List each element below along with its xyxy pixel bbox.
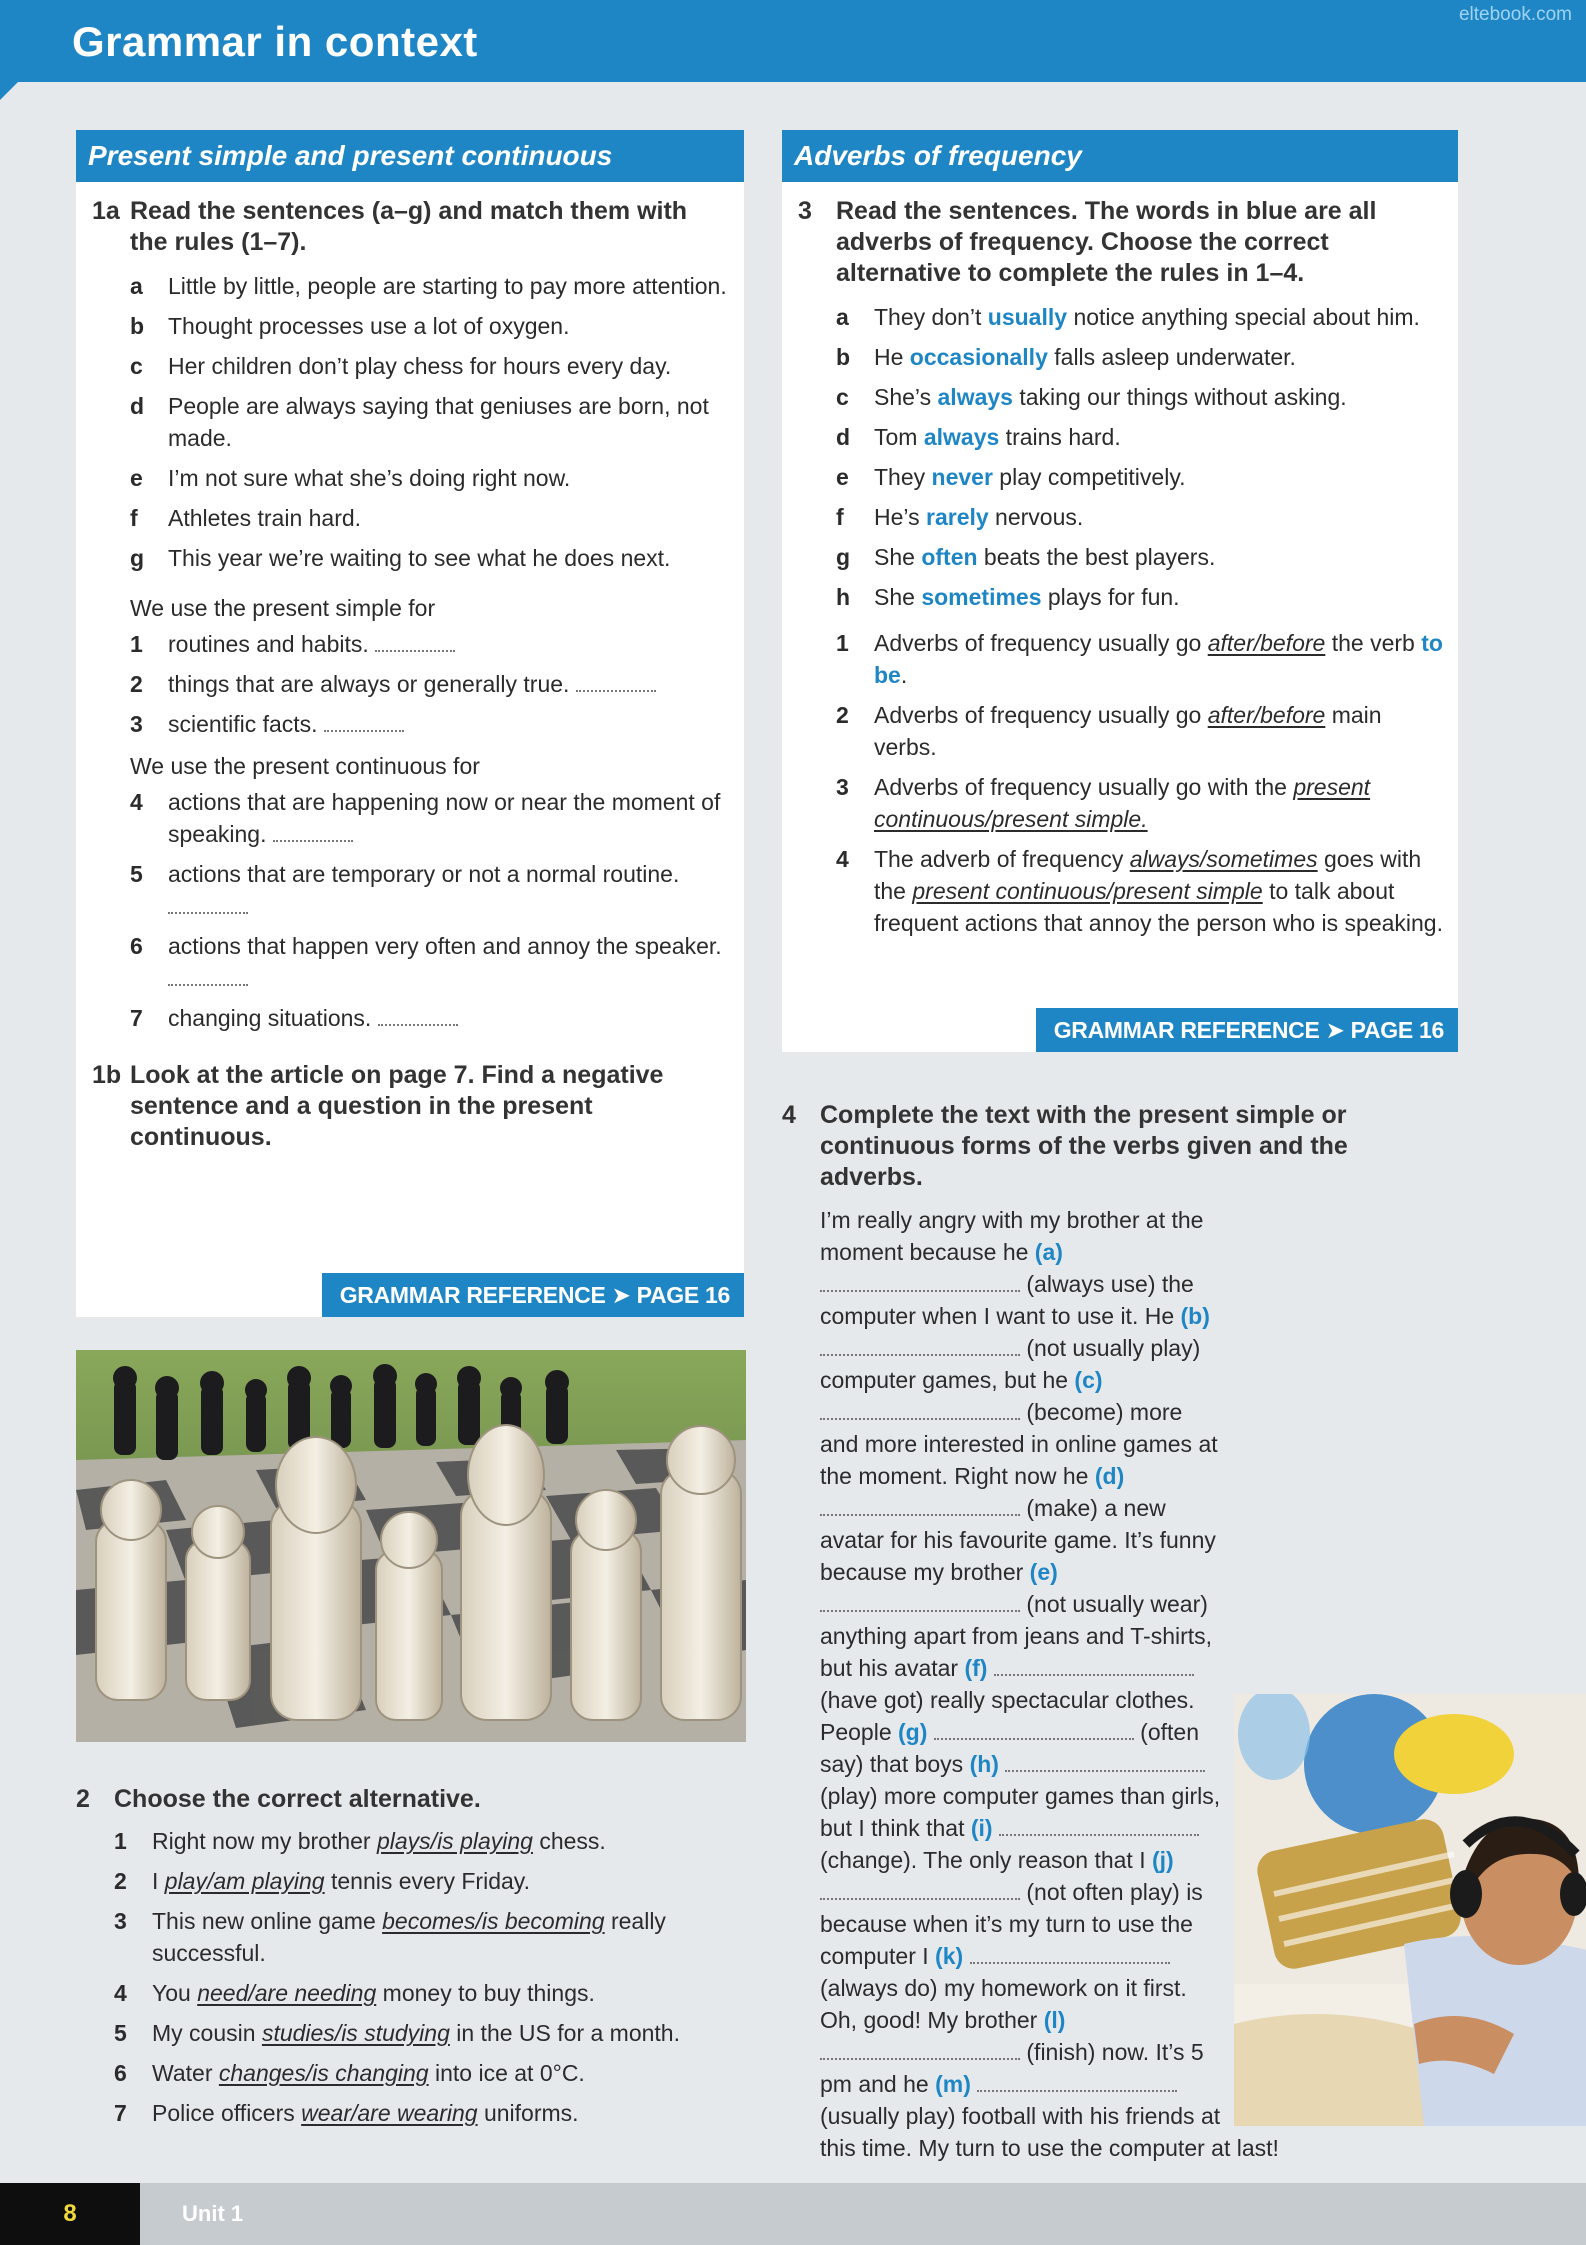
item-letter: g bbox=[130, 545, 145, 571]
rule-text: actions that are temporary or not a normal routine. bbox=[168, 861, 680, 887]
alternative-choice[interactable]: plays/is playing bbox=[376, 1828, 533, 1854]
q4-number: 4 bbox=[782, 1101, 796, 1129]
verb-hint: (change). The only reason that I bbox=[820, 1847, 1152, 1873]
q1b-title: Look at the article on page 7. Find a negative sentence and a question in the present continuous. bbox=[130, 1061, 664, 1151]
gap-blank[interactable] bbox=[977, 2076, 1177, 2092]
q4-block bbox=[782, 1100, 1462, 1193]
item-post: into ice at 0°C. bbox=[428, 2060, 585, 2086]
q4-title: Complete the text with the present simple or continuous forms of the verbs given and the adverbs. bbox=[820, 1101, 1348, 1191]
adverb: rarely bbox=[926, 504, 989, 530]
item-letter: a bbox=[836, 304, 849, 330]
adverb: occasionally bbox=[909, 344, 1048, 370]
rule-text: scientific facts. bbox=[168, 711, 318, 737]
verb-hint: (not usually play) computer games, but he bbox=[820, 1335, 1201, 1393]
alternative-choice[interactable]: studies/is studying bbox=[261, 2020, 450, 2046]
item-post: really successful. bbox=[152, 1908, 666, 1966]
rule-pre: Adverbs of frequency usually go with the bbox=[874, 774, 1294, 800]
item-pre: Right now my brother bbox=[152, 1828, 377, 1854]
alternative-choice[interactable]: becomes/is becoming bbox=[382, 1908, 605, 1934]
verb-hint: (always do) my homework on it first. Oh, good! My brother bbox=[820, 1975, 1187, 2033]
item-letter: b bbox=[130, 313, 145, 339]
rule-number: 2 bbox=[130, 671, 143, 697]
item-post: taking our things without asking. bbox=[1012, 384, 1347, 410]
item-letter: e bbox=[130, 465, 143, 491]
item-post: money to buy things. bbox=[376, 1980, 595, 2006]
answer-blank[interactable] bbox=[168, 898, 248, 914]
q1a-sentences bbox=[92, 270, 730, 1034]
present-continuous-intro: We use the present continuous for bbox=[130, 753, 480, 779]
list-item bbox=[130, 270, 730, 302]
list-item bbox=[114, 2057, 756, 2089]
rule-item bbox=[130, 786, 730, 850]
gap-blank[interactable] bbox=[999, 1820, 1199, 1836]
item-pre: Tom bbox=[874, 424, 924, 450]
rule-number: 7 bbox=[130, 1005, 143, 1031]
list-item bbox=[114, 1905, 756, 1969]
rule-item bbox=[130, 858, 730, 922]
page-number: 8 bbox=[0, 2183, 140, 2245]
gap-label: (a) bbox=[1034, 1239, 1063, 1265]
adverbs-of-frequency-panel bbox=[782, 130, 1458, 1052]
item-post: notice anything special about him. bbox=[1067, 304, 1420, 330]
item-text: Athletes train hard. bbox=[168, 505, 362, 531]
verb-hint: (often say) that boys bbox=[820, 1719, 1199, 1777]
rule-number: 4 bbox=[836, 846, 849, 872]
gap-blank[interactable] bbox=[820, 1884, 1020, 1900]
item-text: Thought processes use a lot of oxygen. bbox=[168, 313, 570, 339]
item-post: nervous. bbox=[988, 504, 1084, 530]
item-letter: c bbox=[836, 384, 849, 410]
chess-photo bbox=[76, 1350, 746, 1742]
item-post: trains hard. bbox=[999, 424, 1121, 450]
rule-pre: Adverbs of frequency usually go bbox=[874, 702, 1208, 728]
page-header bbox=[0, 0, 1586, 82]
gap-blank[interactable] bbox=[970, 1948, 1170, 1964]
rule-pre: Adverbs of frequency usually go bbox=[874, 630, 1208, 656]
rule-mid: the verb bbox=[1325, 630, 1422, 656]
alternative-choice[interactable]: after/before bbox=[1207, 702, 1326, 728]
verb-hint: (not often play) is because when it’s my turn to use the computer I bbox=[820, 1879, 1203, 1969]
item-post: chess. bbox=[532, 1828, 606, 1854]
rule-number: 5 bbox=[130, 861, 143, 887]
list-item bbox=[836, 461, 1444, 493]
item-letter: g bbox=[836, 544, 851, 570]
q2-items bbox=[76, 1825, 756, 2129]
list-item bbox=[130, 462, 730, 494]
item-pre: She bbox=[874, 544, 922, 570]
alternative-choice[interactable]: play/am playing bbox=[164, 1868, 325, 1894]
answer-blank[interactable] bbox=[324, 716, 404, 732]
gap-blank[interactable] bbox=[820, 1404, 1020, 1420]
rule-post: to talk about frequent actions that annoy the person who is speaking. bbox=[874, 878, 1443, 936]
rule-text: routines and habits. bbox=[168, 631, 369, 657]
rule-number: 6 bbox=[130, 933, 143, 959]
verb-hint: (always use) the computer when I want to use it. He bbox=[820, 1271, 1194, 1329]
gap-blank[interactable] bbox=[1005, 1756, 1205, 1772]
gap-label: (b) bbox=[1180, 1303, 1210, 1329]
item-letter: b bbox=[836, 344, 851, 370]
item-pre: They don’t bbox=[874, 304, 988, 330]
item-number: 5 bbox=[114, 2020, 127, 2046]
verb-hint: (have got) really spectacular clothes. People bbox=[820, 1687, 1195, 1745]
item-letter: f bbox=[130, 505, 138, 531]
gap-label: (h) bbox=[969, 1751, 999, 1777]
chess-illustration bbox=[76, 1350, 746, 1742]
rule-text: things that are always or generally true. bbox=[168, 671, 570, 697]
list-item bbox=[130, 542, 730, 574]
rule-number: 1 bbox=[130, 631, 143, 657]
gap-label: (d) bbox=[1094, 1463, 1125, 1489]
section-title-left: Present simple and present continuous bbox=[76, 130, 744, 182]
rule-item bbox=[130, 708, 730, 740]
item-number: 6 bbox=[114, 2060, 127, 2086]
rule-item bbox=[836, 771, 1444, 835]
q2-number: 2 bbox=[76, 1785, 90, 1813]
item-text: This year we’re waiting to see what he does next. bbox=[168, 545, 671, 571]
alternative-choice[interactable]: present continuous/present simple bbox=[912, 878, 1263, 904]
gap-blank[interactable] bbox=[820, 1276, 1020, 1292]
item-text: I’m not sure what she’s doing right now. bbox=[168, 465, 571, 491]
grammar-reference-link[interactable]: GRAMMAR REFERENCE ➤ PAGE 16 bbox=[322, 1273, 744, 1317]
list-item bbox=[114, 1865, 756, 1897]
alternative-choice[interactable]: always/sometimes bbox=[1129, 846, 1318, 872]
item-pre: You bbox=[152, 1980, 198, 2006]
list-item bbox=[114, 1825, 756, 1857]
q4-text bbox=[820, 1204, 1420, 2164]
item-post: plays for fun. bbox=[1041, 584, 1180, 610]
page-footer bbox=[0, 2183, 1586, 2245]
item-pre: He’s bbox=[874, 504, 926, 530]
item-pre: They bbox=[874, 464, 932, 490]
page-title: Grammar in context bbox=[72, 18, 478, 65]
item-number: 4 bbox=[114, 1980, 127, 2006]
text-segment: I’m really angry with my brother at the moment because he bbox=[820, 1207, 1204, 1265]
item-post: beats the best players. bbox=[977, 544, 1216, 570]
list-item bbox=[114, 2017, 756, 2049]
list-item bbox=[114, 1977, 756, 2009]
rule-item bbox=[130, 628, 730, 660]
alternative-choice[interactable]: need/are needing bbox=[197, 1980, 377, 2006]
present-simple-continuous-panel bbox=[76, 130, 744, 1317]
item-letter: d bbox=[130, 393, 145, 419]
q2-title: Choose the correct alternative. bbox=[114, 1785, 481, 1813]
rule-mid: goes with the bbox=[874, 846, 1422, 904]
gap-label: (l) bbox=[1043, 2007, 1066, 2033]
alternative-choice[interactable]: after/before bbox=[1207, 630, 1326, 656]
q1a-number: 1a bbox=[92, 197, 120, 225]
item-number: 1 bbox=[114, 1828, 127, 1854]
gap-label: (g) bbox=[898, 1719, 928, 1745]
verb-hint: (usually play) football with his friends at this time. My turn to use the computer at last! bbox=[820, 2103, 1279, 2161]
answer-blank[interactable] bbox=[273, 826, 353, 842]
grammar-reference-link[interactable]: GRAMMAR REFERENCE ➤ PAGE 16 bbox=[1036, 1008, 1458, 1052]
item-pre: Police officers bbox=[152, 2100, 302, 2126]
item-post: uniforms. bbox=[477, 2100, 579, 2126]
alternative-choice[interactable]: present continuous/present simple. bbox=[874, 774, 1371, 832]
rule-item bbox=[130, 930, 730, 994]
item-pre: She bbox=[874, 584, 922, 610]
rule-blue-term: to be bbox=[874, 630, 1443, 688]
gap-blank[interactable] bbox=[934, 1724, 1134, 1740]
q1b-number: 1b bbox=[92, 1061, 122, 1089]
rule-post: . bbox=[900, 662, 908, 688]
verb-hint: (become) more and more interested in online games at the moment. Right now he bbox=[820, 1399, 1218, 1489]
answer-blank[interactable] bbox=[576, 676, 656, 692]
item-pre: My cousin bbox=[152, 2020, 262, 2046]
rule-text: actions that happen very often and annoy the speaker. bbox=[168, 933, 722, 959]
rule-post: main verbs. bbox=[874, 702, 1382, 760]
adverb: never bbox=[931, 464, 993, 490]
item-number: 7 bbox=[114, 2100, 127, 2126]
verb-hint: (make) a new avatar for his favourite game. It’s funny because my brother bbox=[820, 1495, 1216, 1585]
item-letter: f bbox=[836, 504, 844, 530]
item-text: Her children don’t play chess for hours every day. bbox=[168, 353, 672, 379]
item-letter: h bbox=[836, 584, 851, 610]
item-post: in the US for a month. bbox=[449, 2020, 680, 2046]
q2-block bbox=[76, 1784, 756, 2137]
verb-hint: (play) more computer games than girls, but I think that bbox=[820, 1783, 1221, 1841]
rule-number: 4 bbox=[130, 789, 143, 815]
gap-label: (c) bbox=[1074, 1367, 1103, 1393]
answer-blank[interactable] bbox=[378, 1010, 458, 1026]
adverb: always bbox=[923, 424, 1000, 450]
boy-photo bbox=[1234, 1694, 1586, 2126]
item-number: 3 bbox=[114, 1908, 127, 1934]
rule-number: 3 bbox=[836, 774, 849, 800]
header-notch bbox=[0, 82, 18, 100]
item-letter: e bbox=[836, 464, 849, 490]
gap-blank[interactable] bbox=[820, 1340, 1020, 1356]
rule-item bbox=[836, 843, 1444, 939]
list-item bbox=[836, 341, 1444, 373]
item-letter: a bbox=[130, 273, 143, 299]
gap-label: (m) bbox=[935, 2071, 971, 2097]
item-pre: Water bbox=[152, 2060, 219, 2086]
item-post: play competitively. bbox=[992, 464, 1186, 490]
list-item bbox=[130, 350, 730, 382]
gap-blank[interactable] bbox=[994, 1660, 1194, 1676]
list-item bbox=[836, 541, 1444, 573]
alternative-choice[interactable]: wear/are wearing bbox=[301, 2100, 478, 2126]
adverb: usually bbox=[987, 304, 1068, 330]
item-post: tennis every Friday. bbox=[324, 1868, 530, 1894]
list-item bbox=[130, 390, 730, 454]
rule-item bbox=[836, 699, 1444, 763]
rule-number: 3 bbox=[130, 711, 143, 737]
gap-label: (e) bbox=[1029, 1559, 1058, 1585]
present-simple-intro: We use the present simple for bbox=[130, 595, 436, 621]
adverb: always bbox=[937, 384, 1013, 410]
item-text: People are always saying that geniuses are born, not made. bbox=[168, 393, 709, 451]
boy-with-headphones-illustration bbox=[1234, 1694, 1586, 2126]
list-item bbox=[836, 581, 1444, 613]
list-item bbox=[836, 501, 1444, 533]
rule-number: 1 bbox=[836, 630, 849, 656]
item-number: 2 bbox=[114, 1868, 127, 1894]
rule-text: actions that are happening now or near the moment of speaking. bbox=[168, 789, 721, 847]
list-item bbox=[130, 310, 730, 342]
list-item bbox=[130, 502, 730, 534]
rule-text: changing situations. bbox=[168, 1005, 372, 1031]
adverb: sometimes bbox=[921, 584, 1042, 610]
gap-blank[interactable] bbox=[820, 1596, 1020, 1612]
item-pre: He bbox=[874, 344, 910, 370]
item-text: Little by little, people are starting to pay more attention. bbox=[168, 273, 727, 299]
item-letter: d bbox=[836, 424, 851, 450]
rule-number: 2 bbox=[836, 702, 849, 728]
adverb: often bbox=[921, 544, 978, 570]
answer-blank[interactable] bbox=[375, 636, 455, 652]
rule-pre: The adverb of frequency bbox=[874, 846, 1130, 872]
alternative-choice[interactable]: changes/is changing bbox=[218, 2060, 429, 2086]
item-letter: c bbox=[130, 353, 143, 379]
gap-label: (j) bbox=[1152, 1847, 1174, 1873]
item-post: falls asleep underwater. bbox=[1047, 344, 1296, 370]
list-item bbox=[836, 301, 1444, 333]
rule-item bbox=[130, 668, 730, 700]
list-item bbox=[114, 2097, 756, 2129]
q3-sentences bbox=[798, 301, 1444, 939]
section-title-right: Adverbs of frequency bbox=[782, 130, 1458, 182]
gap-label: (k) bbox=[935, 1943, 964, 1969]
q1a-title: Read the sentences (a–g) and match them with the rules (1–7). bbox=[130, 197, 688, 256]
rule-item bbox=[130, 1002, 730, 1034]
item-pre: I bbox=[152, 1868, 165, 1894]
gap-label: (f) bbox=[964, 1655, 988, 1681]
rule-item bbox=[836, 627, 1444, 691]
answer-blank[interactable] bbox=[168, 970, 248, 986]
unit-label: Unit 1 bbox=[182, 2201, 244, 2226]
gap-label: (i) bbox=[970, 1815, 993, 1841]
item-pre: She’s bbox=[874, 384, 938, 410]
list-item bbox=[836, 381, 1444, 413]
verb-hint: (not usually wear) anything apart from jeans and T-shirts, but his avatar bbox=[820, 1591, 1213, 1681]
q3-number: 3 bbox=[798, 197, 812, 225]
watermark: eltebook.com bbox=[1458, 4, 1572, 25]
item-pre: This new online game bbox=[152, 1908, 383, 1934]
list-item bbox=[836, 421, 1444, 453]
verb-hint: (finish) now. It’s 5 pm and he bbox=[820, 2039, 1204, 2097]
gap-blank[interactable] bbox=[820, 1500, 1020, 1516]
gap-blank[interactable] bbox=[820, 2044, 1020, 2060]
q3-title: Read the sentences. The words in blue are all adverbs of frequency. Choose the correct alternative to complete the rules in 1–4. bbox=[836, 197, 1377, 287]
